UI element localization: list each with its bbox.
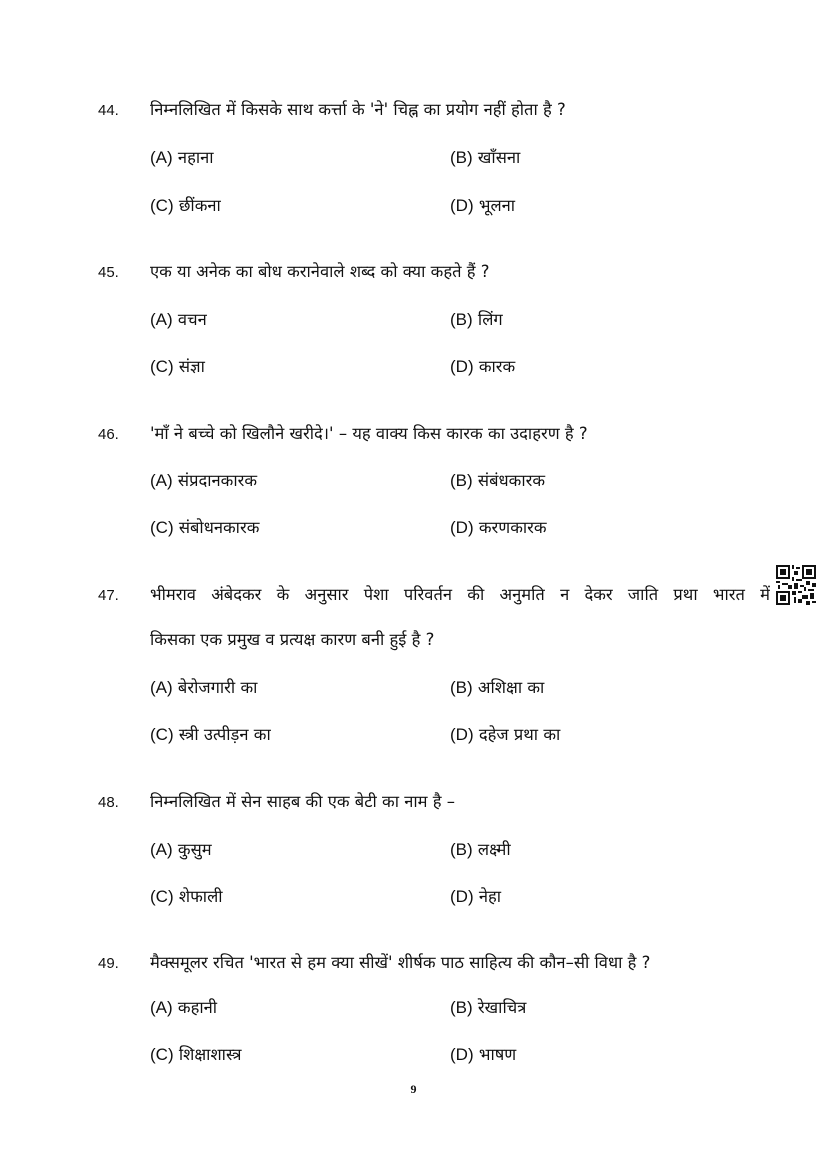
option-c <box>150 516 259 540</box>
option-d <box>450 1043 516 1067</box>
option-label: (A) <box>150 998 173 1017</box>
option-text: वचन <box>177 310 207 329</box>
option-text: अशिक्षा का <box>477 678 545 697</box>
option-label: (B) <box>450 148 473 167</box>
question-number: 46. <box>98 426 119 443</box>
option-d <box>450 885 501 909</box>
option-label: (C) <box>150 725 174 744</box>
option-text: संबोधनकारक <box>178 518 260 537</box>
option-label: (D) <box>450 1045 474 1064</box>
option-d <box>450 723 560 747</box>
option-c <box>150 194 221 218</box>
option-text: संप्रदानकारक <box>177 471 258 490</box>
option-label: (A) <box>150 148 173 167</box>
option-a <box>150 146 214 170</box>
option-a <box>150 469 257 493</box>
option-text: भूलना <box>478 196 516 215</box>
option-label: (B) <box>450 840 473 859</box>
qr-code-icon <box>776 565 816 605</box>
option-label: (C) <box>150 357 174 376</box>
option-text: नहाना <box>177 148 214 167</box>
option-b <box>450 838 511 862</box>
option-a <box>150 676 257 700</box>
option-label: (A) <box>150 310 173 329</box>
option-label: (C) <box>150 518 174 537</box>
question-text: एक या अनेक का बोध करानेवाले शब्द को क्या कहते हैं ? <box>150 262 490 281</box>
question-text: 'माँ ने बच्चे को खिलौने खरीदे।' – यह वाक्य किस कारक का उदाहरण है ? <box>150 424 588 443</box>
option-c <box>150 355 205 379</box>
question-number: 45. <box>98 264 119 281</box>
question-48 <box>0 790 827 818</box>
question-text-line-1: भीमराव अंबेदकर के अनुसार पेशा परिवर्तन की अनुमति न देकर जाति प्रथा भारत में <box>150 585 770 604</box>
question-number: 47. <box>98 587 119 604</box>
option-c <box>150 723 271 747</box>
option-text: नेहा <box>478 887 502 906</box>
option-text: करणकारक <box>478 518 547 537</box>
option-label: (D) <box>450 357 474 376</box>
option-b <box>450 308 503 332</box>
option-d <box>450 355 515 379</box>
option-text: शेफाली <box>178 887 223 906</box>
option-label: (C) <box>150 1045 174 1064</box>
option-label: (C) <box>150 196 174 215</box>
option-text: कारक <box>478 357 516 376</box>
option-a <box>150 308 207 332</box>
option-label: (B) <box>450 678 473 697</box>
option-d <box>450 516 547 540</box>
option-label: (D) <box>450 518 474 537</box>
option-label: (D) <box>450 887 474 906</box>
option-label: (A) <box>150 678 173 697</box>
question-text: निम्नलिखित में सेन साहब की एक बेटी का नाम है – <box>150 792 456 811</box>
page-number: 9 <box>410 1082 417 1096</box>
option-c <box>150 885 223 909</box>
option-label: (C) <box>150 887 174 906</box>
option-label: (A) <box>150 840 173 859</box>
option-text: भाषण <box>478 1045 517 1064</box>
question-47-continued <box>0 628 827 656</box>
option-label: (B) <box>450 998 473 1017</box>
question-44 <box>0 98 827 126</box>
option-text: स्त्री उत्पीड़न का <box>178 725 271 744</box>
option-b <box>450 469 545 493</box>
question-text: मैक्समूलर रचित 'भारत से हम क्या सीखें' शीर्षक पाठ साहित्य की कौन–सी विधा है ? <box>150 953 651 972</box>
option-text: कुसुम <box>177 840 212 859</box>
option-b <box>450 146 520 170</box>
question-49 <box>0 951 827 979</box>
option-b <box>450 996 526 1020</box>
option-label: (D) <box>450 725 474 744</box>
question-number: 48. <box>98 794 119 811</box>
question-text: निम्नलिखित में किसके साथ कर्त्ता के 'ने' चिह्न का प्रयोग नहीं होता है ? <box>150 100 566 119</box>
option-a <box>150 838 212 862</box>
option-a <box>150 996 217 1020</box>
question-46 <box>0 422 827 450</box>
option-text: छींकना <box>178 196 221 215</box>
question-number: 49. <box>98 955 119 972</box>
option-text: खाँसना <box>477 148 521 167</box>
option-text: संबंधकारक <box>477 471 546 490</box>
option-text: दहेज प्रथा का <box>478 725 561 744</box>
option-text: बेरोजगारी का <box>177 678 258 697</box>
option-b <box>450 676 544 700</box>
option-label: (B) <box>450 310 473 329</box>
option-label: (B) <box>450 471 473 490</box>
option-label: (A) <box>150 471 173 490</box>
option-text: लक्ष्मी <box>477 840 511 859</box>
option-label: (D) <box>450 196 474 215</box>
option-text: कहानी <box>177 998 218 1017</box>
question-47 <box>0 583 827 611</box>
question-text-line-2: किसका एक प्रमुख व प्रत्यक्ष कारण बनी हुई है ? <box>150 630 435 649</box>
question-number: 44. <box>98 102 119 119</box>
option-text: संज्ञा <box>178 357 205 376</box>
option-d <box>450 194 515 218</box>
option-text: रेखाचित्र <box>477 998 527 1017</box>
question-45 <box>0 260 827 288</box>
option-c <box>150 1043 241 1067</box>
option-text: लिंग <box>477 310 503 329</box>
option-text: शिक्षाशास्त्र <box>178 1045 242 1064</box>
